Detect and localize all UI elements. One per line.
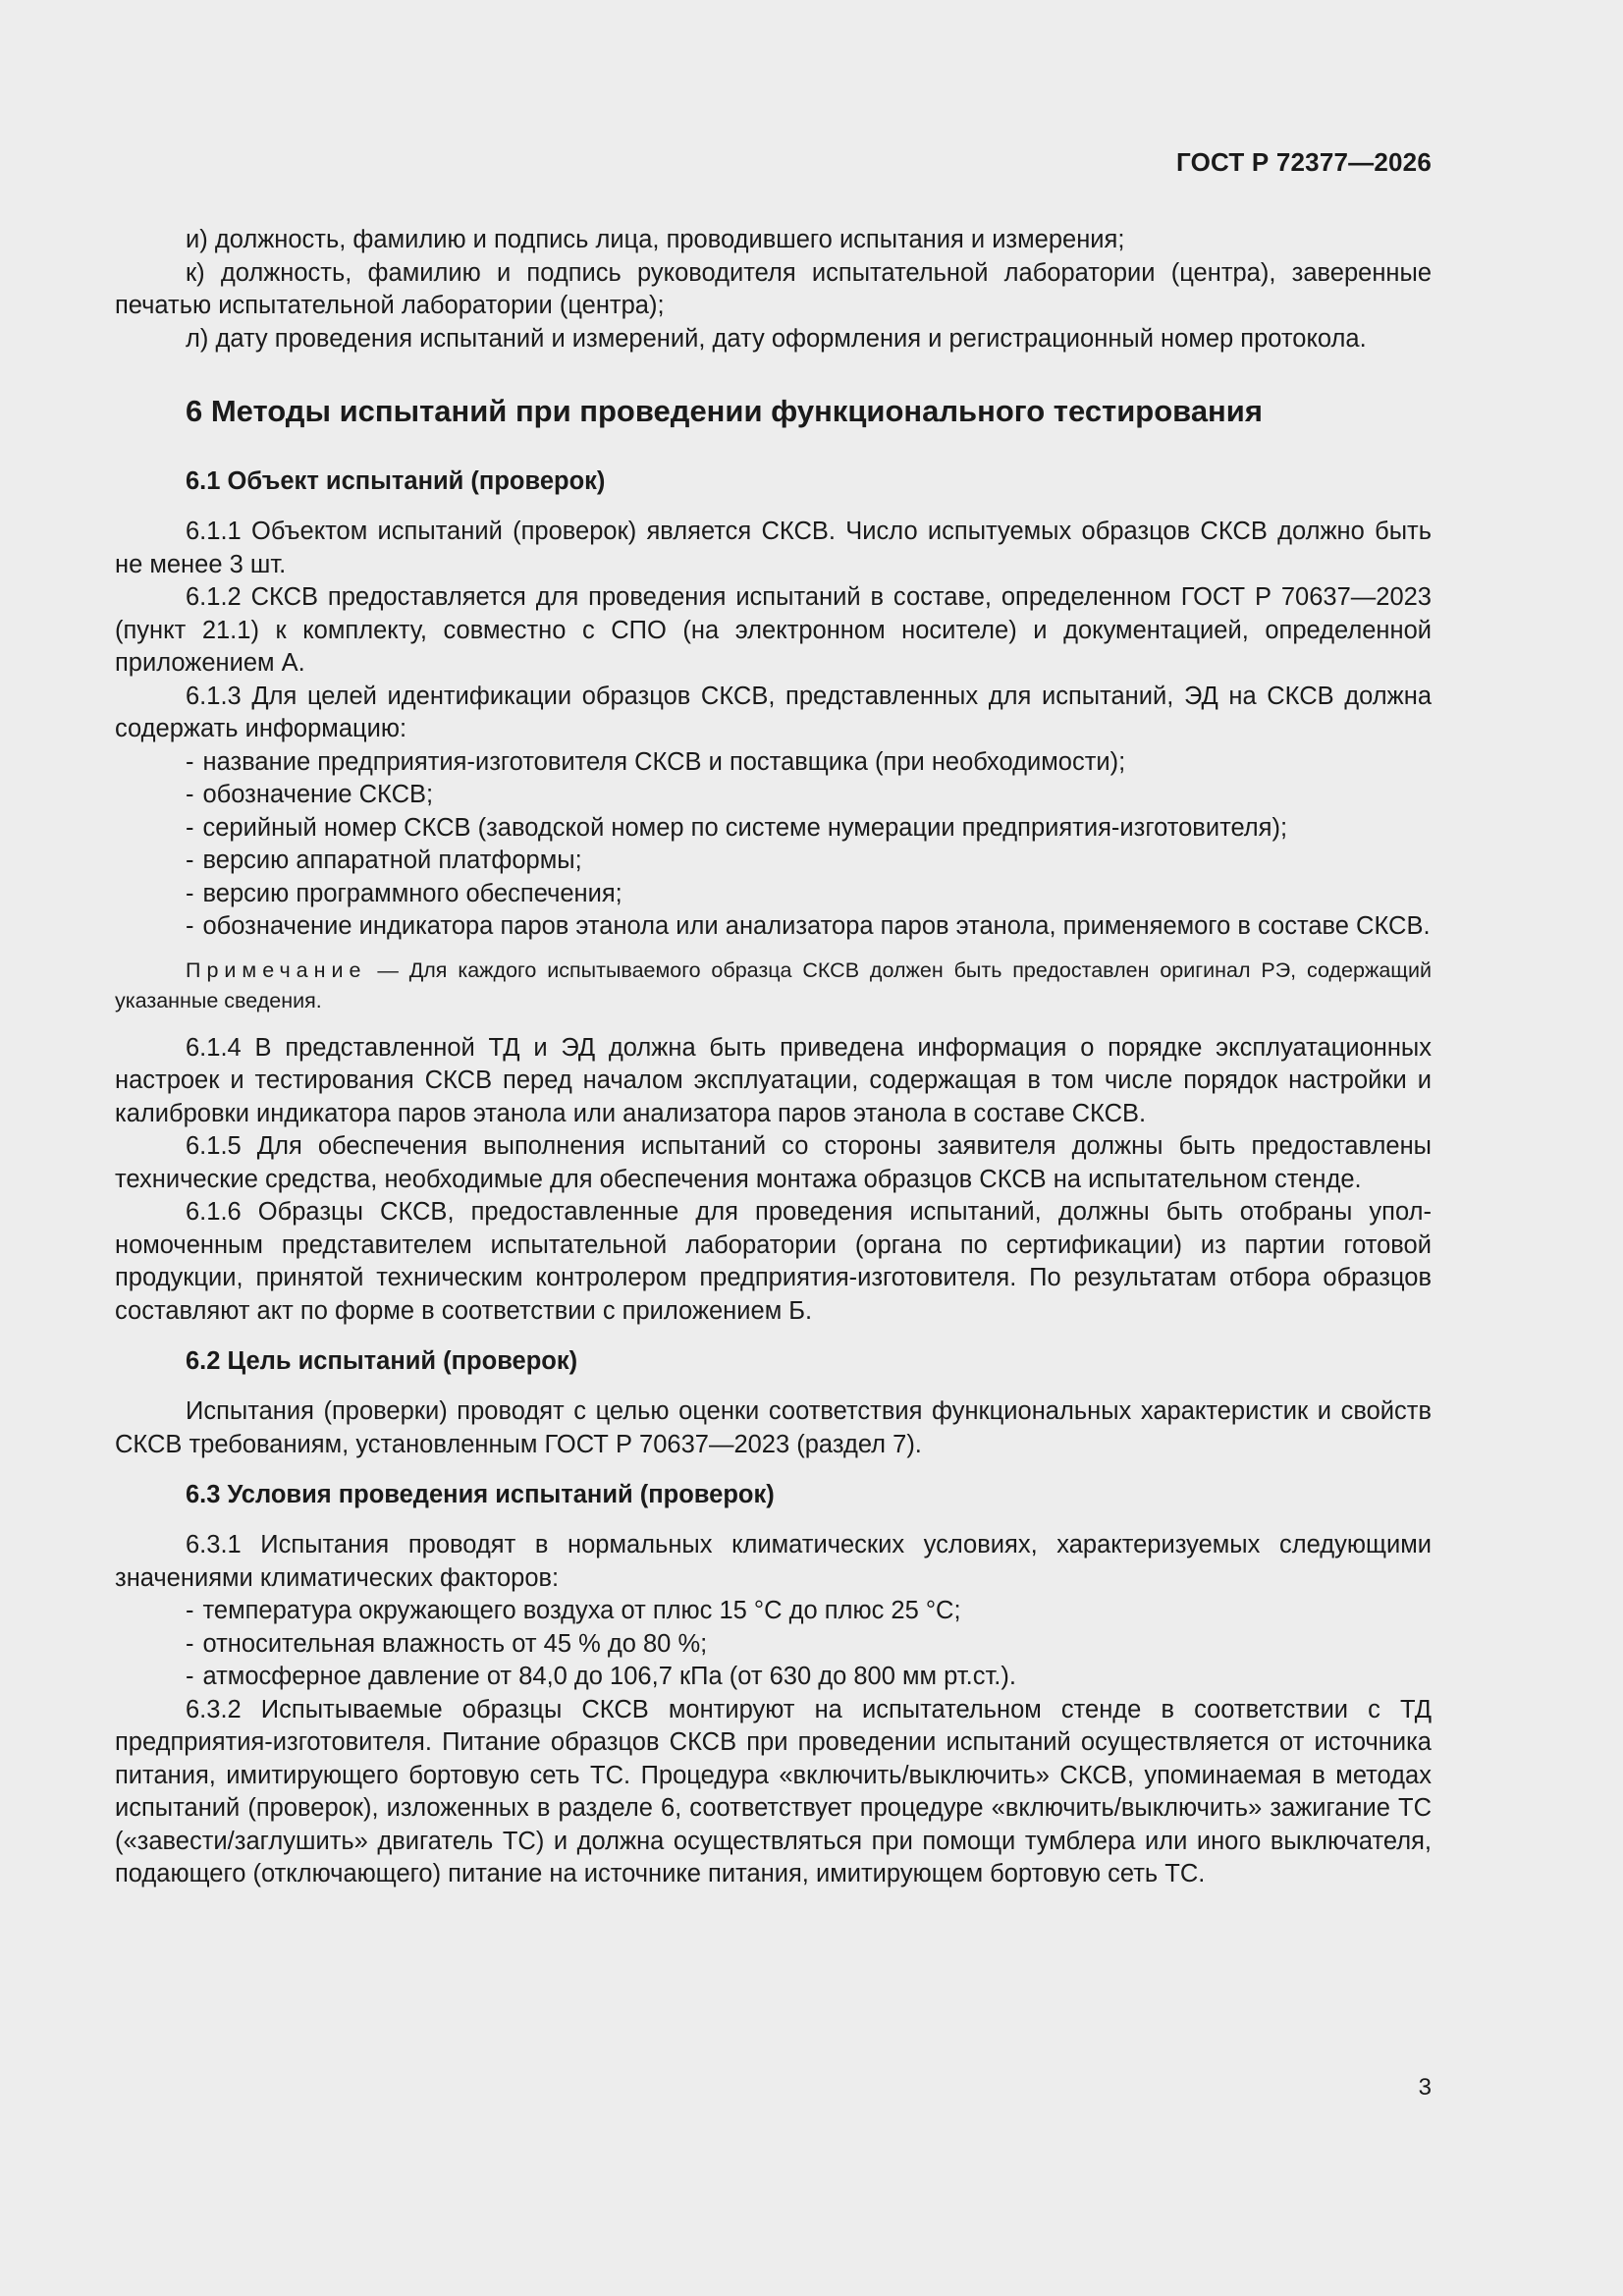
paragraph-6-1-3: 6.1.3 Для целей идентификации образцов СКСВ, представленных для испытаний, ЭД на СКСВ должна содержать информацию:: [115, 682, 1432, 742]
dash-marker: -: [186, 1629, 194, 1658]
list-item-i: и) должность, фамилию и подпись лица, проводившего испытания и измерения;: [186, 226, 1125, 253]
dash-marker: -: [186, 781, 194, 808]
paragraph-6-1-1: 6.1.1 Объектом испытаний (проверок) является СКСВ. Число испытуемых образцов СКСВ должно быть не менее 3 шт.: [115, 518, 1432, 578]
paragraph-6-1-5: 6.1.5 Для обеспечения выполнения испытаний со стороны заявителя должны быть предоставлены технические средства, необходимые для обеспечения монтажа образцов СКСВ на испытательном стенде.: [115, 1132, 1432, 1193]
paragraph-6-1-2: 6.1.2 СКСВ предоставляется для проведения испытаний в составе, определенном ГОСТ Р 70637—2023 (пункт 21.1) к комплекту, совместно с СПО (на электронном носителе) и документацией, определенной приложением А.: [115, 583, 1432, 677]
list-item-l: л) дату проведения испытаний и измерений, дату оформления и регистрационный номер протокола.: [186, 324, 1367, 353]
list-item: - название предприятия-изготовителя СКСВ и поставщика (при необходимости);: [186, 747, 1126, 776]
subsection-6-1-heading: 6.1 Объект испытаний (проверок): [186, 467, 606, 495]
list-item-k: к) должность, фамилию и подпись руководителя испытательной лаборатории (центра), заверенные печатью испытательной лаборатории (центра);: [115, 258, 1432, 319]
dash-marker: -: [186, 813, 194, 842]
paragraph-6-3-2: 6.3.2 Испытываемые образцы СКСВ монтируют на испытательном стенде в соответствии с ТД предприятия-изготовителя. Питание образцов СКСВ при проведении испытаний осуществляется от источника питания, имитирующего бортовую сеть ТС. Процедура «включить/выключить» СКСВ, упоминаемая в методах испытаний (проверок), изложенных в разделе 6, соответствует процедуре «включить/выключить» зажигание ТС («завести/заглушить» двигатель ТС) и должна осуществляться при помощи тумблера или иного выключателя, подающего (отключающего) питание на источнике питания, имитирующем бортовую сеть ТС.: [115, 1695, 1432, 1887]
note-label: Примечание: [186, 957, 367, 982]
dash-marker: -: [186, 912, 194, 940]
list-item: - обозначение СКСВ;: [186, 781, 434, 808]
dash-marker: -: [186, 1663, 194, 1690]
page-number: 3: [1418, 2074, 1432, 2101]
list-item: - обозначение индикатора паров этанола или анализатора паров этанола, применяемого в составе СКСВ.: [186, 912, 1431, 940]
list-item: - версию программного обеспечения;: [186, 879, 622, 907]
dash-marker: -: [186, 747, 194, 776]
list-item: - атмосферное давление от 84,0 до 106,7 кПа (от 630 до 800 мм рт.ст.).: [186, 1663, 1016, 1690]
paragraph-6-1-6: 6.1.6 Образцы СКСВ, предоставленные для проведения испытаний, должны быть отобраны уполномоченным представителем испытательной лаборатории (органа по сертификации) из партии готовой продукции, принятой техническим контролером предприятия-изготовителя. По результатам отбора образцов составляют акт по форме в соответствии с приложением Б.: [115, 1198, 1432, 1325]
note: [115, 956, 1432, 1016]
paragraph-6-2: Испытания (проверки) проводят с целью оценки соответствия функциональных характеристик и свойств СКСВ требованиям, установленным ГОСТ Р 70637—2023 (раздел 7).: [115, 1397, 1432, 1458]
dash-marker: -: [186, 847, 194, 874]
document-header: ГОСТ Р 72377—2026: [1176, 147, 1432, 177]
document-body: [115, 224, 1432, 1891]
subsection-6-3-heading: 6.3 Условия проведения испытаний (проверок): [186, 1481, 775, 1508]
list-item: - серийный номер СКСВ (заводской номер по системе нумерации предприятия-изготовителя);: [186, 813, 1288, 842]
dash-marker: -: [186, 1597, 194, 1624]
list-item: - относительная влажность от 45 % до 80 %;: [186, 1629, 708, 1658]
paragraph-6-3-1: 6.3.1 Испытания проводят в нормальных климатических условиях, характеризуемых следующими значениями климатических факторов:: [115, 1531, 1432, 1592]
list-item: - температура окружающего воздуха от плюс 15 °С до плюс 25 °С;: [186, 1597, 961, 1624]
note-text: — Для каждого испытываемого образца СКСВ должен быть предоставлен оригинал РЭ, содержащий указанные сведения.: [115, 957, 1432, 1012]
paragraph-6-1-4: 6.1.4 В представленной ТД и ЭД должна быть приведена информация о порядке эксплуатационных настроек и тестирования СКСВ перед началом эксплуатации, содержащая в том числе порядок настройки и калибровки индикатора паров этанола или анализатора паров этанола в составе СКСВ.: [115, 1033, 1432, 1127]
dash-marker: -: [186, 879, 194, 907]
section-6-heading: 6 Методы испытаний при проведении функционального тестирования: [186, 394, 1263, 428]
list-item: - версию аппаратной платформы;: [186, 847, 582, 874]
subsection-6-2-heading: 6.2 Цель испытаний (проверок): [186, 1347, 578, 1375]
